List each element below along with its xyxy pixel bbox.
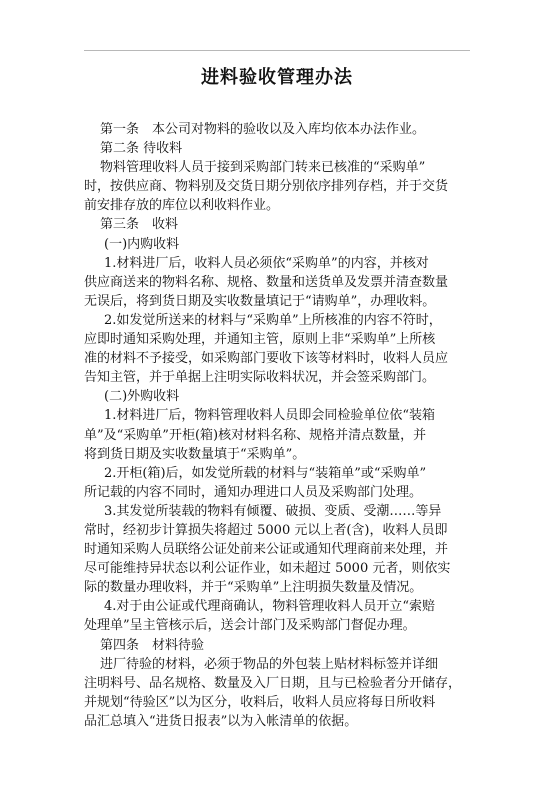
article-4-heading: 第四条 材料待验 (100, 637, 205, 653)
article-3-heading: 第三条 收料 (100, 217, 179, 233)
paragraph-line: 将到货日期及实收数量填于“采购单”。 (84, 446, 306, 462)
paragraph-line: 前安排存放的库位以利收料作业。 (84, 198, 280, 214)
article-2-heading: 第二条 待收料 (100, 141, 183, 157)
list-item-line: 1.材料进厂后，收料人员必须依“采购单”的内容，并核对 (104, 255, 429, 271)
list-item-line: 3.其发觉所装载的物料有倾覆、破损、变质、受潮……等异 (104, 503, 442, 519)
list-item-line: 1.材料进厂后，物料管理收料人员即会同检验单位依“装箱 (104, 408, 436, 424)
paragraph-line: 时，按供应商、物料别及交货日期分别依序排列存档，并于交货 (84, 179, 449, 195)
list-item-line: 4.对于由公证或代理商确认，物料管理收料人员开立“索赔 (104, 599, 436, 615)
section-foreign-heading: (二)外购收料 (104, 389, 180, 405)
paragraph-line: 进厂待验的材料，必须于物品的外包装上贴材料标签并详细 (100, 656, 439, 672)
paragraph-line: 供应商送来的物料名称、规格、数量和送货单及发票并清查数量 (84, 274, 449, 290)
paragraph-line: 告知主管，并于单据上注明实际收料状况，并会签采购部门。 (84, 370, 436, 386)
list-item-line: 2.开柜(箱)后，如发觉所载的材料与“装箱单”或“采购单” (104, 465, 427, 481)
article-1-line: 第一条 本公司对物料的验收以及入库均依本办法作业。 (100, 122, 426, 137)
paragraph-line: 处理单”呈主管核示后，送会计部门及采购部门督促办理。 (84, 618, 416, 634)
paragraph-line: 常时，经初步计算损失将超过 5000 元以上者(含)，收料人员即 (84, 522, 448, 538)
paragraph-line: 单”及“采购单”开柜(箱)核对材料名称、规格并清点数量，并 (84, 427, 427, 443)
paragraph-line: 应即时通知采购处理，并通知主管，原则上非“采购单”上所核 (84, 332, 436, 348)
header-rule (84, 50, 470, 51)
list-item-line: 2.如发觉所送来的材料与“采购单”上所核准的内容不符时， (104, 312, 442, 328)
paragraph-line: 所记载的内容不同时，通知办理进口人员及采购部门处理。 (84, 484, 423, 500)
paragraph-line: 准的材料不予接受，如采购部门要收下该等材料时，收料人员应 (84, 351, 449, 367)
document-title: 进料验收管理办法 (201, 67, 353, 88)
paragraph-line: 注明料号、品名规格、数量及入厂日期，且与已检验者分开储存， (84, 675, 462, 691)
paragraph-line: 物料管理收料人员于接到采购部门转来已核准的“采购单” (100, 160, 426, 176)
paragraph-line: 并规划“待验区”以为区分，收料后，收料人员应将每日所收料 (84, 694, 436, 710)
paragraph-line: 品汇总填入“进货日报表”以为入帐清单的依据。 (84, 713, 358, 729)
paragraph-line: 时通知采购人员联络公证处前来公证或通知代理商前来处理，并 (84, 542, 449, 558)
document-body (84, 120, 470, 731)
paragraph-line: 际的数量办理收料，并于“采购单”上注明损失数量及情况。 (84, 580, 423, 596)
paragraph-line: 尽可能维持异状态以利公证作业，如未超过 5000 元者，则依实 (84, 561, 451, 577)
paragraph-line: 无误后，将到货日期及实收数量填记于“请购单”，办理收料。 (84, 293, 436, 309)
section-domestic-heading: (一)内购收料 (104, 236, 180, 252)
